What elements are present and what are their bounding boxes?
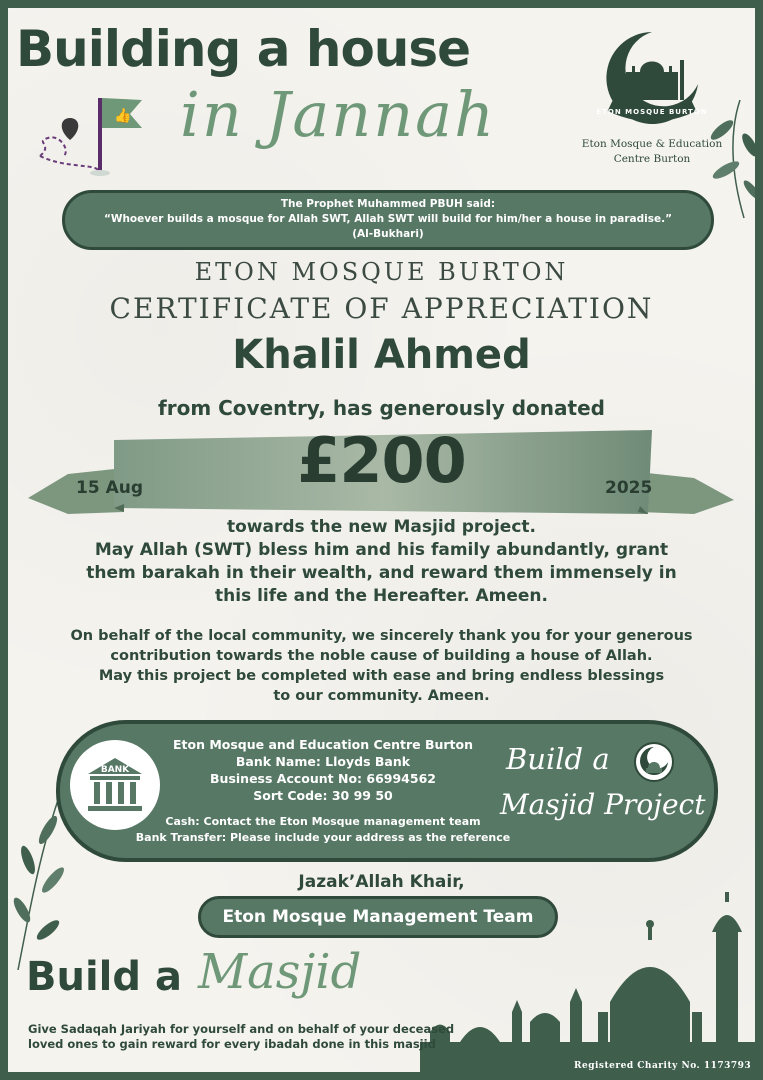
hadith-source: (Al-Bukhari) [352, 228, 424, 240]
cash-payment-note: Cash: Contact the Eton Mosque management team [165, 815, 481, 828]
logo-caption-line2: Centre Burton [613, 153, 691, 165]
project-title-line1: Build a [506, 742, 610, 776]
thanks-line: May this project be completed with ease and bring endless blessings [98, 668, 665, 684]
bank-account-holder: Eton Mosque and Education Centre Burton [172, 737, 474, 752]
blessing-line: towards the new Masjid project. [226, 517, 536, 537]
golf-flag-icon [34, 94, 150, 178]
transfer-payment-note: Bank Transfer: Please include your address as the reference [135, 831, 511, 844]
bank-sort-code: Sort Code: 30 99 50 [253, 788, 393, 803]
project-title-line2: Masjid Project [500, 788, 706, 821]
mosque-skyline-silhouette [420, 892, 755, 1072]
logo-caption-line1: Eton Mosque & Education [581, 138, 723, 150]
footer-call-to-action-script: Masjid [198, 944, 362, 1000]
bank-icon-label: BANK [100, 765, 130, 775]
organisation-name: ETON MOSQUE BURTON [194, 258, 569, 286]
sadaqah-note-line: loved ones to gain reward for every ibadah done in this masjid [28, 1037, 436, 1051]
registered-charity-number: Registered Charity No. 1173793 [574, 1061, 752, 1071]
thanks-line: On behalf of the local community, we sincerely thank you for your generous [70, 628, 693, 644]
donation-date-year: 2025 [605, 478, 653, 498]
bank-name: Bank Name: Lloyds Bank [235, 754, 411, 769]
bank-account-number: Business Account No: 66994562 [210, 771, 436, 786]
donor-from-line: from Coventry, has generously donated [158, 396, 605, 420]
thanks-line: contribution towards the noble cause of building a house of Allah. [110, 648, 653, 664]
sadaqah-note [28, 1022, 468, 1052]
blessing-paragraph [0, 516, 763, 608]
thanks-paragraph [0, 626, 763, 706]
hadith-intro: The Prophet Muhammed PBUH said: [280, 198, 496, 210]
blessing-line: May Allah (SWT) bless him and his family abundantly, grant [94, 540, 669, 560]
crescent-mosque-icon [592, 28, 712, 132]
hadith-quote-box [62, 190, 714, 250]
blessing-line: them barakah in their wealth, and reward them immensely in [86, 563, 677, 583]
headline-script-title: in Jannah [180, 78, 497, 151]
payment-methods-text [128, 814, 518, 846]
certificate-heading: CERTIFICATE OF APPRECIATION [109, 292, 654, 325]
mosque-logo [578, 28, 726, 178]
management-team-badge: Eton Mosque Management Team [198, 896, 558, 938]
thanks-line: to our community. Ameen. [273, 688, 490, 704]
mini-mosque-logo [634, 742, 674, 782]
donation-amount: £200 [297, 424, 466, 497]
mini-mosque-icon [636, 744, 672, 780]
donor-name: Khalil Ahmed [232, 332, 531, 378]
donation-date-day: 15 Aug [76, 478, 144, 498]
hadith-quote: “Whoever builds a mosque for Allah SWT, Allah SWT will build for him/her a house in paradise.” [103, 213, 673, 225]
logo-arc-text: ETON MOSQUE BURTON [596, 108, 708, 116]
blessing-line: this life and the Hereafter. Ameen. [215, 586, 548, 606]
sadaqah-note-line: Give Sadaqah Jariyah for yourself and on behalf of your deceased [28, 1022, 455, 1036]
footer-call-to-action: Build a [26, 954, 182, 1000]
closing-greeting: Jazak’Allah Khair, [298, 872, 465, 892]
bank-details-text [128, 736, 518, 804]
headline-title: Building a house [16, 20, 471, 78]
svg-text:👍: 👍 [114, 108, 132, 124]
